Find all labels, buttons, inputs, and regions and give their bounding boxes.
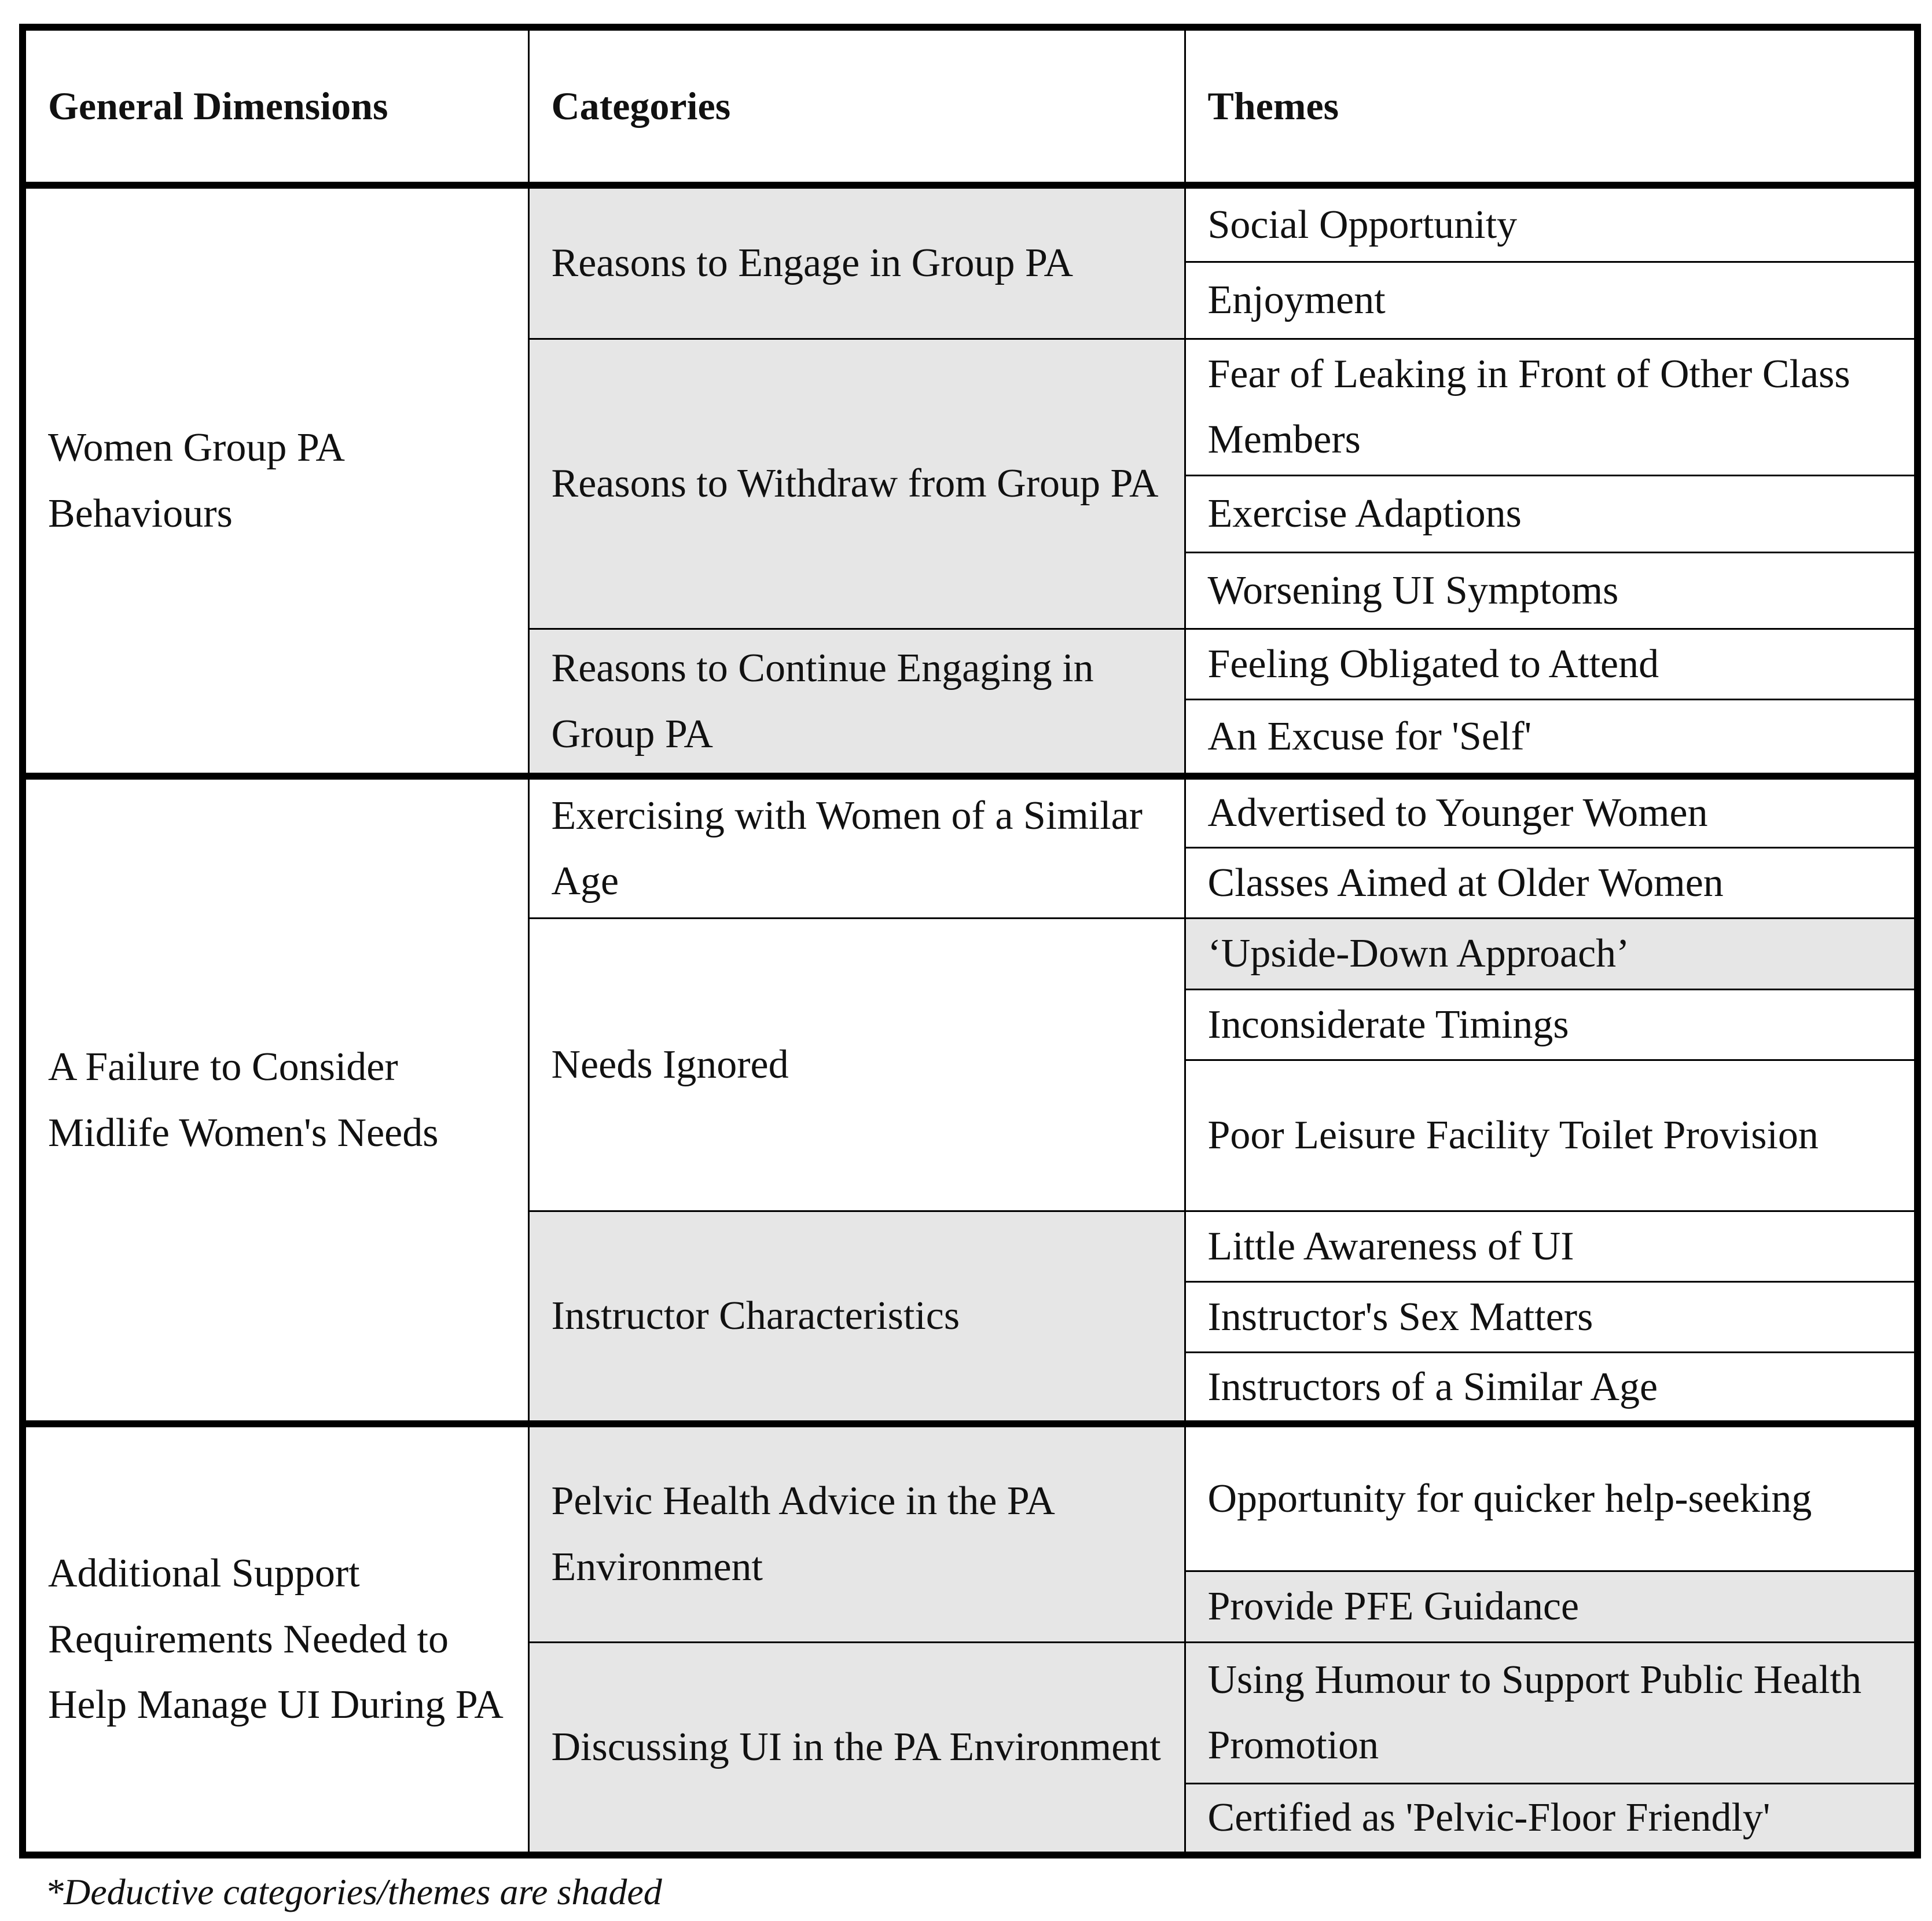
header-themes: Themes bbox=[1185, 27, 1918, 185]
theme-cell: Social Opportunity bbox=[1185, 185, 1918, 262]
theme-cell: Instructor's Sex Matters bbox=[1185, 1282, 1918, 1353]
dimension-cell: Women Group PA Behaviours bbox=[23, 185, 528, 776]
theme-cell: Worsening UI Symptoms bbox=[1185, 552, 1918, 629]
category-cell: Reasons to Withdraw from Group PA bbox=[528, 339, 1185, 629]
theme-cell: Poor Leisure Facility Toilet Provision bbox=[1185, 1060, 1918, 1211]
category-cell: Instructor Characteristics bbox=[528, 1211, 1185, 1424]
table-row bbox=[23, 776, 1918, 847]
theme-cell: ‘Upside-Down Approach’ bbox=[1185, 919, 1918, 989]
header-general-dimensions: General Dimensions bbox=[23, 27, 528, 185]
dimension-cell: A Failure to Consider Midlife Women's Needs bbox=[23, 776, 528, 1424]
theme-cell: Advertised to Younger Women bbox=[1185, 776, 1918, 847]
footnote: *Deductive categories/themes are shaded bbox=[45, 1871, 662, 1912]
category-cell: Pelvic Health Advice in the PA Environment bbox=[528, 1424, 1185, 1642]
category-cell: Reasons to Engage in Group PA bbox=[528, 185, 1185, 339]
theme-cell: Using Humour to Support Public Health Promotion bbox=[1185, 1642, 1918, 1784]
theme-cell: Opportunity for quicker help-seeking bbox=[1185, 1424, 1918, 1571]
category-cell: Discussing UI in the PA Environment bbox=[528, 1642, 1185, 1855]
theme-cell: Exercise Adaptions bbox=[1185, 476, 1918, 552]
table-row bbox=[23, 1424, 1918, 1571]
theme-cell: Classes Aimed at Older Women bbox=[1185, 847, 1918, 918]
dimension-cell: Additional Support Requirements Needed to Help Manage UI During PA bbox=[23, 1424, 528, 1855]
theme-cell: Instructors of a Similar Age bbox=[1185, 1353, 1918, 1424]
category-cell: Reasons to Continue Engaging in Group PA bbox=[528, 629, 1185, 777]
table-row bbox=[23, 185, 1918, 262]
category-cell: Exercising with Women of a Similar Age bbox=[528, 776, 1185, 919]
theme-cell: Enjoyment bbox=[1185, 262, 1918, 339]
theme-cell: Feeling Obligated to Attend bbox=[1185, 629, 1918, 700]
theme-cell: Inconsiderate Timings bbox=[1185, 989, 1918, 1060]
theme-cell: Fear of Leaking in Front of Other Class Members bbox=[1185, 339, 1918, 475]
theme-cell: Provide PFE Guidance bbox=[1185, 1571, 1918, 1642]
table-body bbox=[23, 27, 1918, 1855]
themes-table bbox=[19, 24, 1921, 1858]
header-row bbox=[23, 27, 1918, 185]
category-cell: Needs Ignored bbox=[528, 919, 1185, 1211]
theme-cell: An Excuse for 'Self' bbox=[1185, 700, 1918, 776]
header-categories: Categories bbox=[528, 27, 1185, 185]
theme-cell: Little Awareness of UI bbox=[1185, 1211, 1918, 1281]
theme-cell: Certified as 'Pelvic-Floor Friendly' bbox=[1185, 1784, 1918, 1855]
